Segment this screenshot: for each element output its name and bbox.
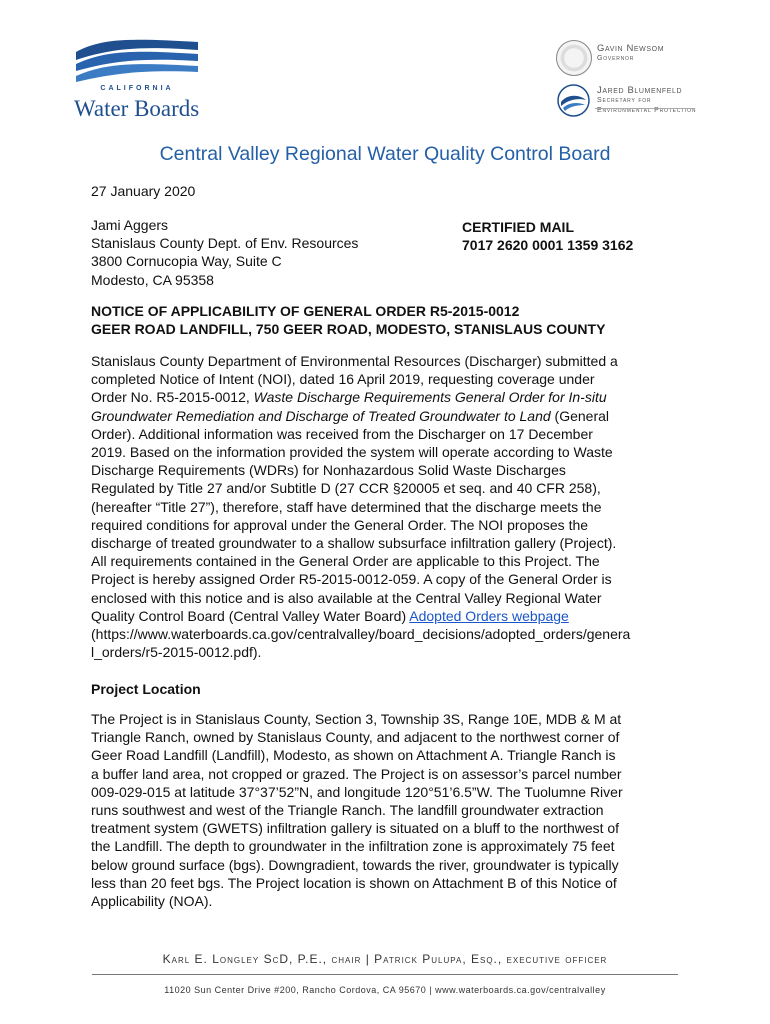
state-seal-icon (556, 40, 592, 76)
para-line: completed Notice of Intent (NOI), dated 16 April 2019, requesting coverage under (91, 371, 595, 388)
header-divider (595, 108, 695, 109)
recipient-city: Modesto, CA 95358 (91, 271, 214, 288)
para-line (91, 407, 691, 425)
logo-water-boards-text: Water Boards (74, 96, 200, 121)
para-line: (https://www.waterboards.ca.gov/centralvalley/board_decisions/adopted_orders/genera (91, 626, 631, 643)
footer-divider (92, 974, 678, 975)
board-title: Central Valley Regional Water Quality Control Board (159, 143, 611, 165)
para-line: a buffer land area, not cropped or grazed. The Project is on assessor’s parcel number (91, 765, 622, 782)
para-line: 009-029-015 at latitude 37°37’52”N, and longitude 120°51’6.5”W. The Tuolumne River (91, 783, 623, 800)
order-title-italic: Waste Discharge Requirements General Order for In-situ (253, 389, 607, 406)
recipient-org: Stanislaus County Dept. of Env. Resources (91, 235, 359, 252)
subject-line-2: GEER ROAD LANDFILL, 750 GEER ROAD, MODESTO, STANISLAUS COUNTY (91, 321, 606, 338)
para-text: Quality Control Board (Central Valley Water Board) (91, 607, 410, 624)
water-waves-icon (72, 38, 202, 84)
governor-title: Governor (597, 55, 635, 62)
letter-date: 27 January 2020 (91, 183, 196, 199)
para-line: the Landfill. The depth to groundwater in the infiltration zone is approximately 75 feet (91, 838, 615, 855)
para-line: Applicability (NOA). (91, 893, 213, 910)
secretary-block (597, 86, 696, 116)
para-line: discharge of treated groundwater to a shallow subsurface infiltration gallery (Project). (91, 535, 617, 552)
paragraph-noi (91, 352, 691, 661)
certified-mail-block (462, 218, 633, 254)
governor-name: Gavin Newsom (597, 43, 665, 54)
secretary-title-2: Environmental Protection (597, 107, 697, 114)
para-line: Geer Road Landfill (Landfill), Modesto, as shown on Attachment A. Triangle Ranch is (91, 747, 616, 764)
subject-line-1: NOTICE OF APPLICABILITY OF GENERAL ORDER R5-2015-0012 (91, 303, 520, 319)
para-line: below ground surface (bgs). Downgradient, towards the river, groundwater is typically (91, 856, 619, 873)
footer-address: 11020 Sun Center Drive #200, Rancho Cordova, CA 95670 | www.waterboards.ca.gov/centralvalley (164, 985, 606, 995)
paragraph-project-location (91, 710, 691, 910)
para-line: less than 20 feet bgs. The Project location is shown on Attachment B of this Notice of (91, 874, 617, 891)
para-line: Triangle Ranch, owned by Stanislaus County, and adjacent to the northwest corner of (91, 729, 620, 746)
recipient-address (91, 216, 358, 289)
para-line: runs southwest and west of the Triangle Ranch. The landfill groundwater extraction (91, 802, 604, 819)
recipient-name: Jami Aggers (91, 217, 169, 233)
para-line: Regulated by Title 27 and/or Subtitle D (27 CCR §20005 et seq. and 40 CFR 258), (91, 480, 601, 497)
para-text: Order No. R5-2015-0012, (91, 389, 254, 406)
para-line: (hereafter “Title 27”), therefore, staff have determined that the discharge meets the (91, 498, 602, 515)
para-text: (General (550, 407, 610, 424)
calepa-logo-icon (557, 84, 590, 117)
para-line: enclosed with this notice and is also available at the Central Valley Regional Water (91, 589, 602, 606)
recipient-street: 3800 Cornucopia Way, Suite C (91, 253, 282, 270)
para-line: treatment system (GWETS) infiltration gallery is situated on a bluff to the northwest of (91, 820, 620, 837)
adopted-orders-link[interactable]: Adopted Orders webpage (409, 607, 569, 624)
footer-officers: Karl E. Longley ScD, P.E., chair | Patrick Pulupa, Esq., executive officer (162, 952, 608, 966)
para-line: Stanislaus County Department of Environmental Resources (Discharger) submitted a (91, 353, 618, 369)
para-line: required conditions for approval under the General Order. The NOI proposes the (91, 516, 589, 533)
para-line: 2019. Based on the information provided the system will operate according to Waste (91, 444, 613, 461)
certified-label: CERTIFIED MAIL (462, 219, 574, 235)
para-line: l_orders/r5-2015-0012.pdf). (91, 644, 262, 661)
order-title-italic: Groundwater Remediation and Discharge of Treated Groundwater to Land (91, 407, 551, 424)
para-line (91, 388, 691, 406)
para-line: The Project is in Stanislaus County, Section 3, Township 3S, Range 10E, MDB & M at (91, 711, 622, 727)
section-heading-project-location: Project Location (91, 681, 201, 697)
water-boards-logo (72, 38, 207, 128)
logo-california-text: CALIFORNIA (100, 85, 174, 92)
subject-block (91, 302, 605, 338)
para-line: Discharge Requirements (WDRs) for Nonhazardous Solid Waste Discharges (91, 462, 566, 479)
secretary-title-1: Secretary for (597, 97, 652, 104)
para-line: Order). Additional information was received from the Discharger on 17 December (91, 425, 593, 442)
certified-number: 7017 2620 0001 1359 3162 (462, 237, 634, 254)
governor-block (597, 44, 664, 64)
para-line: All requirements contained in the General Order are applicable to this Project. The (91, 553, 600, 570)
secretary-name: Jared Blumenfeld (597, 85, 683, 96)
para-line: Project is hereby assigned Order R5-2015-0012-059. A copy of the General Order is (91, 571, 612, 588)
para-line (91, 607, 691, 625)
